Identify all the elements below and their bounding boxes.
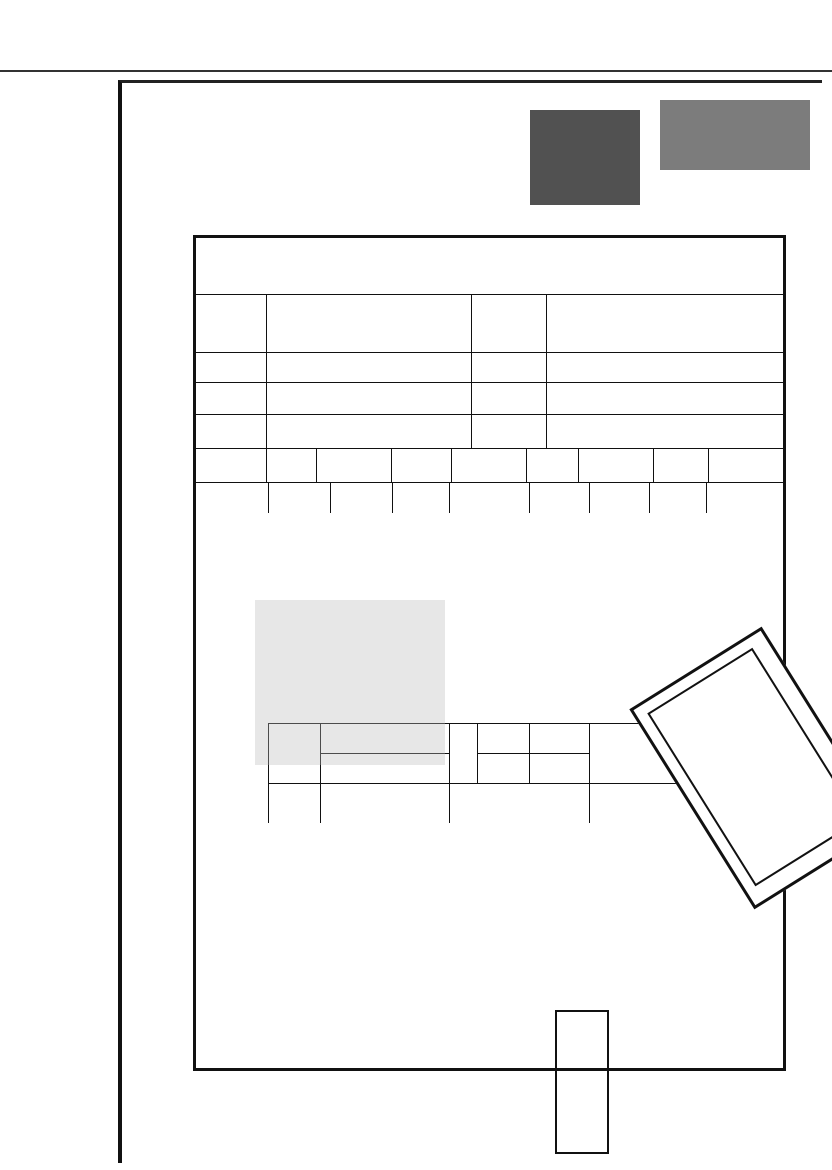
zone-label: [196, 383, 266, 415]
col-height: [392, 483, 449, 513]
address-label: [471, 295, 546, 353]
open-value: [708, 449, 783, 483]
area-label: [196, 449, 266, 483]
lot-label: [471, 415, 546, 449]
coverage-value: [578, 449, 653, 483]
structure-label: [471, 353, 546, 383]
zone-value: [266, 383, 471, 415]
owner-label: [196, 295, 266, 353]
arcade-label: [266, 449, 316, 483]
site-label: [196, 415, 266, 449]
site-row: [196, 414, 783, 449]
stamp-seal: [555, 1010, 609, 1154]
form-header: [196, 238, 783, 294]
coverage-label: [526, 449, 578, 483]
smudge-stamp: [530, 110, 640, 205]
col-use-right: [706, 483, 783, 513]
smudge-stamp: [660, 100, 810, 170]
building-height-label: [449, 783, 589, 823]
parking-out-label: [477, 753, 529, 783]
floors-value: [546, 383, 783, 415]
height-value: [320, 783, 449, 823]
address-value: [546, 295, 783, 353]
area-row: [196, 448, 783, 483]
height-label-left: [268, 783, 320, 823]
owner-cell: [266, 295, 471, 353]
col-area: [330, 483, 392, 513]
col-use: [449, 483, 529, 513]
structure-value: [546, 353, 783, 383]
site-value: [266, 415, 471, 449]
owner-row: [196, 294, 783, 353]
parking-label: [449, 723, 477, 783]
build-type-value: [266, 353, 471, 383]
arcade-value: [316, 449, 391, 483]
parking-out-value: [529, 753, 589, 783]
parking-in-value: [529, 723, 589, 753]
col-height-right: [649, 483, 706, 513]
col-area-right: [589, 483, 649, 513]
open-label: [653, 449, 708, 483]
zone-row: [196, 382, 783, 415]
build-type-label: [196, 353, 266, 383]
other-label: [391, 449, 451, 483]
other-value: [451, 449, 526, 483]
floors-label: [471, 383, 546, 415]
col-item-right: [529, 483, 589, 513]
ink-smudge: [255, 600, 445, 765]
lot-value: [546, 415, 783, 449]
build-type-row: [196, 352, 783, 383]
col-item: [268, 483, 330, 513]
scan-edge: [0, 70, 832, 72]
parking-in-label: [477, 723, 529, 753]
